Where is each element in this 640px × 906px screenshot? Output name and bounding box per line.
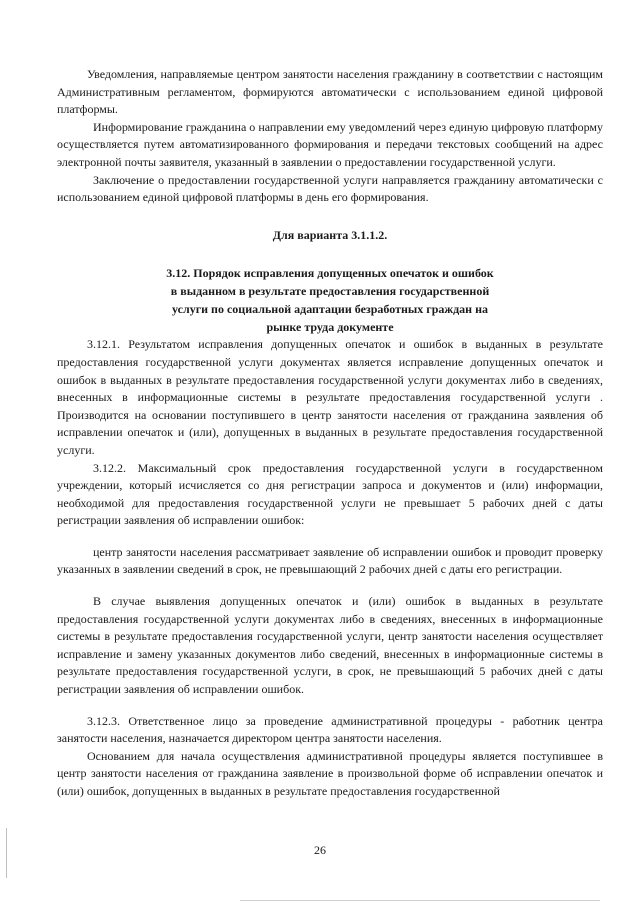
paragraph-basis: Основанием для начала осуществления административной процедуры является поступившее в центр занятости населения от гражданина заявление в произвольной форме об исправлении опечаток и (или) ошибок, допущенных в выданных в результате предоставления государственной <box>57 748 603 798</box>
section-title-line: рынке труда документе <box>266 320 394 335</box>
paragraph-3-12-3: 3.12.3. Ответственное лицо за проведение административной процедуры - работник центра занятости населения, назначается директором центра занятости населения. <box>57 713 603 746</box>
paragraph-center-review: центр занятости населения рассматривает заявление об исправлении ошибок и проводит проверку указанных в заявлении сведений в срок, не превышающий 2 рабочих дней с даты его регистрации. <box>57 544 603 577</box>
page-number: 26 <box>314 843 326 857</box>
spacer <box>57 579 603 593</box>
section-title <box>57 264 603 336</box>
section-title-line: 3.12. Порядок исправления допущенных опечаток и ошибок <box>166 266 494 281</box>
spacer <box>57 699 603 713</box>
footer-rule <box>240 900 600 901</box>
document-page <box>57 66 603 801</box>
paragraph-3-12-2: 3.12.2. Максимальный срок предоставления государственной услуги в государственном учреждении, который исчисляется со дня регистрации запроса и документов и (или) информации, необходимой для предоставления государственной услуги не превышает 5 рабочих дней с даты регистрации заявления об исправлении ошибок: <box>57 460 603 528</box>
spacer <box>57 207 603 227</box>
variant-heading: Для варианта 3.1.1.2. <box>272 227 388 242</box>
paragraph-notifications: Уведомления, направляемые центром занятости населения гражданину в соответствии с настоящим Административным регламентом, формируются автоматически с использованием единой цифровой платформы. <box>57 67 603 117</box>
spacer <box>57 530 603 544</box>
paragraph-conclusion: Заключение о предоставлении государственной услуги направляется гражданину автоматически с использованием единой цифровой платформы в день его формирования. <box>57 172 603 205</box>
paragraph-error-case: В случае выявления допущенных опечаток и (или) ошибок в выданных в результате предоставления государственной услуги документах либо в сведениях, внесенных в информационные системы в результате предоставления государственной услуги, центр занятости населения осуществляет исправление и замену указанных документов либо сведений, внесенных в информационные системы в результате предоставления государственной услуги, в срок, не превышающий 5 рабочих дней с даты регистрации заявления об исправлении ошибок. <box>57 594 603 697</box>
paragraph-informing: Информирование гражданина о направлении ему уведомлений через единую цифровую платформу осуществляется путем автоматизированного формирования и передачи текстовых сообщений на адрес электронной почты заявителя, указанный в заявлении о предоставлении государственной услуги. <box>57 119 603 169</box>
paragraph-3-12-1: 3.12.1. Результатом исправления допущенных опечаток и ошибок в выданных в результате предоставления государственной услуги документах является исправление допущенных опечаток и ошибок в выданных в результате предоставления государственной услуги документах либо в сведениях, внесенных в информационные системы в результате предоставления государственной услуги . Производится на основании поступившего в центр занятости населения от гражданина заявления об исправлении опечаток и (или), допущенных в выданных в результате предоставления государственной услуги. <box>57 337 603 457</box>
section-title-line: услуги по социальной адаптации безработных граждан на <box>172 302 488 317</box>
section-title-line: в выданном в результате предоставления государственной <box>170 284 490 299</box>
spacer <box>57 244 603 264</box>
